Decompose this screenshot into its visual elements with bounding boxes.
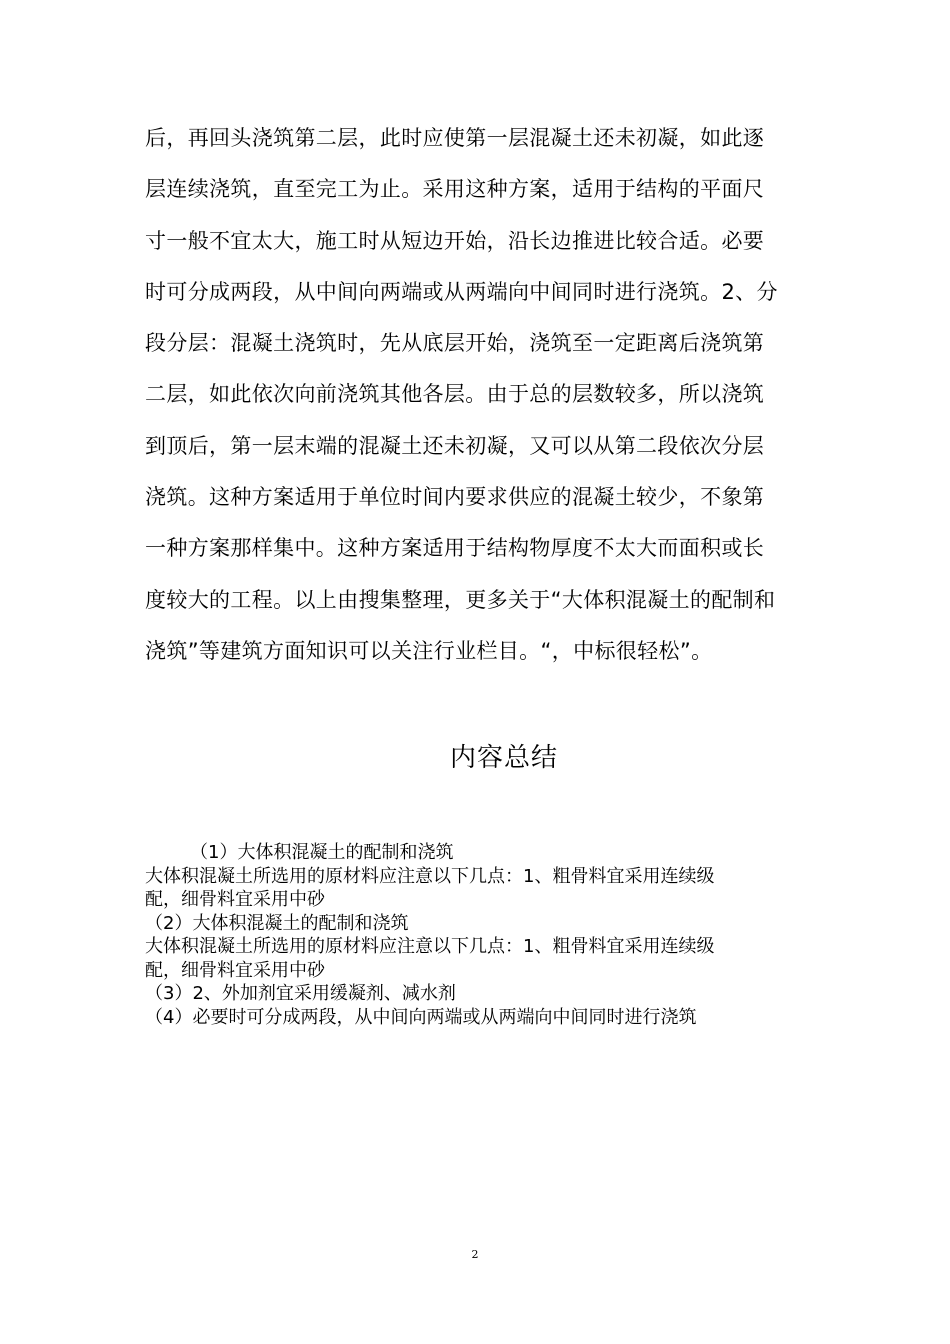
page-number: 2 (471, 1248, 479, 1261)
summary-item-heading: （2）大体积混凝土的配制和浇筑 (145, 912, 409, 934)
summary-item-text: 配，细骨料宜采用中砂 (145, 959, 325, 981)
summary-item-heading: （3）2、外加剂宜采用缓凝剂、减水剂 (145, 983, 456, 1004)
body-line: 寸一般不宜太大，施工时从短边开始，沿长边推进比较合适。必要 (145, 228, 765, 253)
body-line: 到顶后，第一层末端的混凝土还未初凝，又可以从第二段依次分层 (145, 433, 765, 458)
summary-list (145, 841, 825, 1029)
body-line: 度较大的工程。以上由搜集整理，更多关于“大体积混凝土的配制和 (145, 587, 776, 612)
summary-item-heading: （4）必要时可分成两段，从中间向两端或从两端向中间同时进行浇筑 (145, 1006, 697, 1028)
body-paragraph (145, 113, 810, 677)
body-line: 二层，如此依次向前浇筑其他各层。由于总的层数较多，所以浇筑 (145, 382, 765, 407)
body-line: 时可分成两段，从中间向两端或从两端向中间同时进行浇筑。2、分 (145, 279, 778, 304)
summary-item-text: 大体积混凝土所选用的原材料应注意以下几点：1、粗骨料宜采用连续级 (145, 865, 715, 887)
body-line: 浇筑”等建筑方面知识可以关注行业栏目。“，中标很轻松”。 (145, 638, 713, 663)
summary-item-text: 配，细骨料宜采用中砂 (145, 889, 325, 910)
body-line: 层连续浇筑，直至完工为止。采用这种方案，适用于结构的平面尺 (145, 177, 765, 202)
body-line: 后，再回头浇筑第二层，此时应使第一层混凝土还未初凝，如此逐 (145, 126, 765, 150)
summary-item-heading: （1）大体积混凝土的配制和浇筑 (190, 842, 454, 863)
body-line: 一种方案那样集中。这种方案适用于结构物厚度不太大而面积或长 (145, 536, 765, 561)
body-line: 浇筑。这种方案适用于单位时间内要求供应的混凝土较少，不象第 (145, 485, 765, 510)
body-line: 段分层：混凝土浇筑时，先从底层开始，浇筑至一定距离后浇筑第 (145, 331, 765, 356)
summary-item-text: 大体积混凝土所选用的原材料应注意以下几点：1、粗骨料宜采用连续级 (145, 936, 715, 957)
section-title: 内容总结 (449, 743, 558, 773)
